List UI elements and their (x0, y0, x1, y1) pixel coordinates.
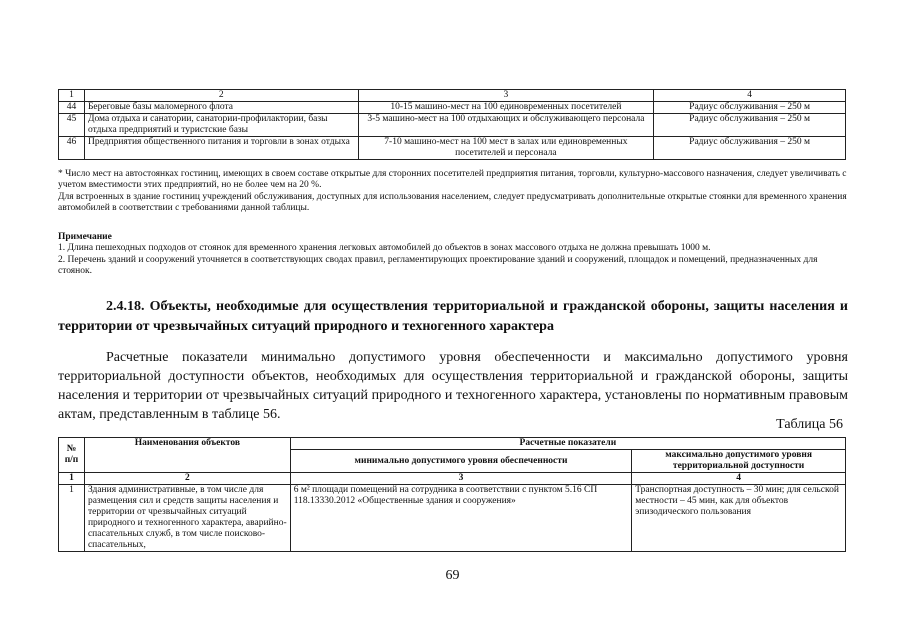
column-number: 1 (59, 90, 85, 102)
row-number: 44 (59, 102, 85, 114)
table-row (59, 102, 846, 114)
footnotes (58, 169, 848, 215)
section-heading: 2.4.18. Объекты, необходимые для осуществления территориальной и гражданской обороны, защиты населения и территории от чрезвычайных ситуаций природного и техногенного характера (58, 299, 848, 334)
table-header-row (59, 90, 846, 102)
max-value: Транспортная доступность – 30 мин; для сельской местности – 45 мин, как для объектов эпизодического пользования (632, 485, 846, 552)
header-max: максимально допустимого уровня территориальной доступности (632, 450, 846, 473)
row-number: 45 (59, 114, 85, 137)
note-item: 1. Длина пешеходных подходов от стоянок для временного хранения легковых автомобилей до объектов в зонах массового отдыха не должна превышать 1000 м. (58, 243, 711, 254)
header-indicators: Расчетные показатели (290, 438, 845, 450)
column-number: 2 (84, 473, 290, 485)
object-name: Береговые базы маломерного флота (84, 102, 358, 114)
column-number-row (59, 473, 846, 485)
note-title: Примечание (58, 232, 112, 242)
column-number: 2 (84, 90, 358, 102)
column-number: 1 (59, 473, 85, 485)
norm-value: 10-15 машино-мест на 100 единовременных посетителей (358, 102, 654, 114)
object-name: Здания административные, в том числе для размещения сил и средств защиты населения и территории от чрезвычайных ситуаций природного и техногенного характера, аварийно-спасательных служб, в том числе поисково-спасательных, (84, 485, 290, 552)
note-item: 2. Перечень зданий и сооружений уточняется в соответствующих сводах правил, регламентирующих проектирование зданий и сооружений, площадок и помещений, предназначенных для стоянок. (58, 254, 818, 277)
header-name: Наименования объектов (84, 438, 290, 473)
table-row (59, 137, 846, 160)
footnote-star: * Число мест на автостоянках гостиниц, имеющих в своем составе открытые для сторонних посетителей предприятия питания, торговли, культурно-массового назначения, следует увеличивать с учетом вместимости этих предприятий, но не более чем на 20 %. (58, 169, 847, 191)
table-caption: Таблица 56 (776, 417, 843, 432)
table-row (59, 485, 846, 552)
page-number: 69 (445, 568, 460, 583)
header-min: минимально допустимого уровня обеспеченности (290, 450, 631, 473)
column-number: 4 (654, 90, 846, 102)
row-number: 1 (59, 485, 85, 552)
norm-value: 3-5 машино-мест на 100 отдыхающих и обслуживающего персонала (358, 114, 654, 137)
table-row (59, 114, 846, 137)
norm-value: 7-10 машино-мест на 100 мест в залах или единовременных посетителей и персонала (358, 137, 654, 160)
table-header-row (59, 438, 846, 450)
footnote-embedded: Для встроенных в здание гостиниц учреждений обслуживания, доступных для использования населением, следует предусматривать дополнительные открытые стоянки для временного хранения автомобилей в соответствии с требованиями данной таблицы. (58, 191, 847, 214)
radius-value: Радиус обслуживания – 250 м (654, 137, 846, 160)
radius-value: Радиус обслуживания – 250 м (654, 102, 846, 114)
note-block (58, 232, 848, 278)
min-value: 6 м² площади помещений на сотрудника в соответствии с пунктом 5.16 СП 118.13330.2012 «Общественные здания и сооружения» (290, 485, 631, 552)
table-55-fragment (58, 89, 846, 160)
row-number: 46 (59, 137, 85, 160)
object-name: Предприятия общественного питания и торговли в зонах отдыха (84, 137, 358, 160)
radius-value: Радиус обслуживания – 250 м (654, 114, 846, 137)
body-paragraph: Расчетные показатели минимально допустимого уровня обеспеченности и максимально допустимого уровня территориальной доступности объектов, необходимых для осуществления территориальной и гражданской обороны, защиты населения и территории от чрезвычайных ситуаций природного и техногенного характера, установлены по нормативным правовым актам, представленным в таблице 56. (58, 350, 848, 422)
column-number: 4 (632, 473, 846, 485)
header-num: № п/п (59, 438, 85, 473)
object-name: Дома отдыха и санатории, санатории-профилактории, базы отдыха предприятий и туристские базы (84, 114, 358, 137)
column-number: 3 (358, 90, 654, 102)
column-number: 3 (290, 473, 631, 485)
table-56 (58, 437, 846, 552)
